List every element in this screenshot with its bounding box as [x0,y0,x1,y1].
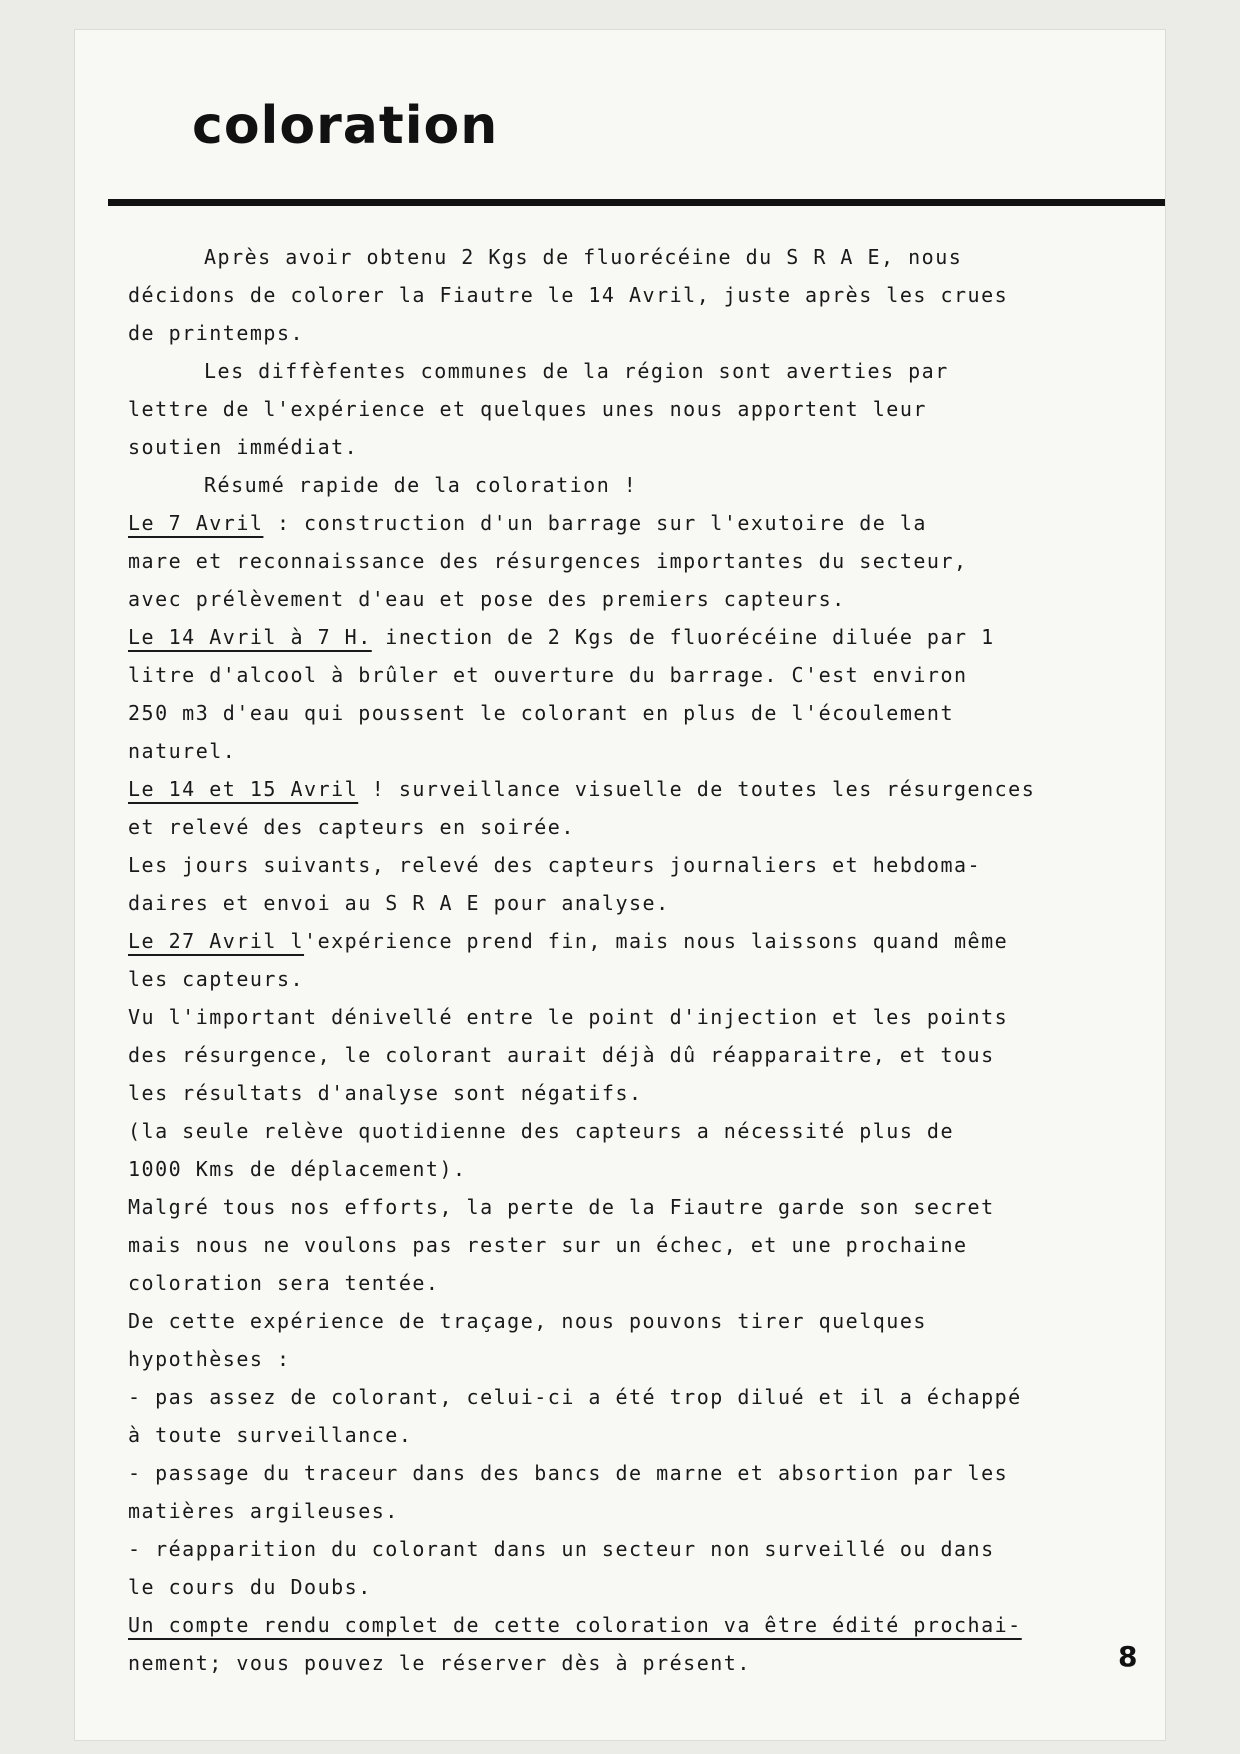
page-title: coloration [192,96,499,156]
text-line: de printemps. [128,321,305,345]
text-line: Vu l'important dénivellé entre le point d'injection et les points [128,1005,1009,1029]
entry-text: 'expérience prend fin, mais nous laissons quand même [304,929,1009,953]
page-number: 8 [1118,1640,1138,1673]
entry-date: Le 7 Avril [128,511,264,535]
text-line: et relevé des capteurs en soirée. [128,815,575,839]
body-text [128,238,1118,1682]
title-rule [108,199,1165,206]
text-line: litre d'alcool à brûler et ouverture du barrage. C'est environ [128,663,968,687]
text-line: Résumé rapide de la coloration ! [204,473,638,497]
entry-text: ! surveillance visuelle de toutes les résurgences [358,777,1036,801]
text-line: le cours du Doubs. [128,1575,372,1599]
text-line: hypothèses : [128,1347,291,1371]
text-line: - pas assez de colorant, celui-ci a été trop dilué et il a échappé [128,1385,1022,1409]
text-line: - réapparition du colorant dans un secteur non surveillé ou dans [128,1537,995,1561]
text-line: daires et envoi au S R A E pour analyse. [128,891,670,915]
entry-date: Le 27 Avril l [128,929,305,953]
text-line: des résurgence, le colorant aurait déjà dû réapparaitre, et tous [128,1043,995,1067]
text-line: De cette expérience de traçage, nous pouvons tirer quelques [128,1309,927,1333]
dated-entry [128,770,1118,808]
text-line: 1000 Kms de déplacement). [128,1157,467,1181]
text-line: décidons de colorer la Fiautre le 14 Avril, juste après les crues [128,283,1009,307]
text-line: 250 m3 d'eau qui poussent le colorant en plus de l'écoulement [128,701,955,725]
text-line: avec prélèvement d'eau et pose des premiers capteurs. [128,587,846,611]
entry-text: : construction d'un barrage sur l'exutoire de la [263,511,927,535]
text-line: soutien immédiat. [128,435,359,459]
text-line: (la seule relève quotidienne des capteurs a nécessité plus de [128,1119,955,1143]
text-line: nement; vous pouvez le réserver dès à présent. [128,1651,751,1675]
text-line: matières argileuses. [128,1499,399,1523]
entry-date: Le 14 et 15 Avril [128,777,359,801]
text-line: naturel. [128,739,237,763]
text-line: les capteurs. [128,967,305,991]
text-line: Les jours suivants, relevé des capteurs journaliers et hebdoma- [128,853,982,877]
text-line: Après avoir obtenu 2 Kgs de fluorécéine du S R A E, nous [204,245,963,269]
text-line: Un compte rendu complet de cette coloration va être édité prochai- [128,1613,1022,1637]
dated-entry [128,922,1118,960]
text-line: à toute surveillance. [128,1423,413,1447]
dated-entry [128,618,1118,656]
entry-text: inection de 2 Kgs de fluorécéine diluée par 1 [371,625,995,649]
text-line: coloration sera tentée. [128,1271,440,1295]
dated-entry [128,504,1118,542]
text-line: Les diffèfentes communes de la région sont averties par [204,359,949,383]
text-line: mais nous ne voulons pas rester sur un échec, et une prochaine [128,1233,968,1257]
entry-date: Le 14 Avril à 7 H. [128,625,372,649]
text-line: lettre de l'expérience et quelques unes nous apportent leur [128,397,927,421]
text-line: Malgré tous nos efforts, la perte de la Fiautre garde son secret [128,1195,995,1219]
text-line: les résultats d'analyse sont négatifs. [128,1081,643,1105]
text-line: - passage du traceur dans des bancs de marne et absortion par les [128,1461,1009,1485]
text-line: mare et reconnaissance des résurgences importantes du secteur, [128,549,968,573]
